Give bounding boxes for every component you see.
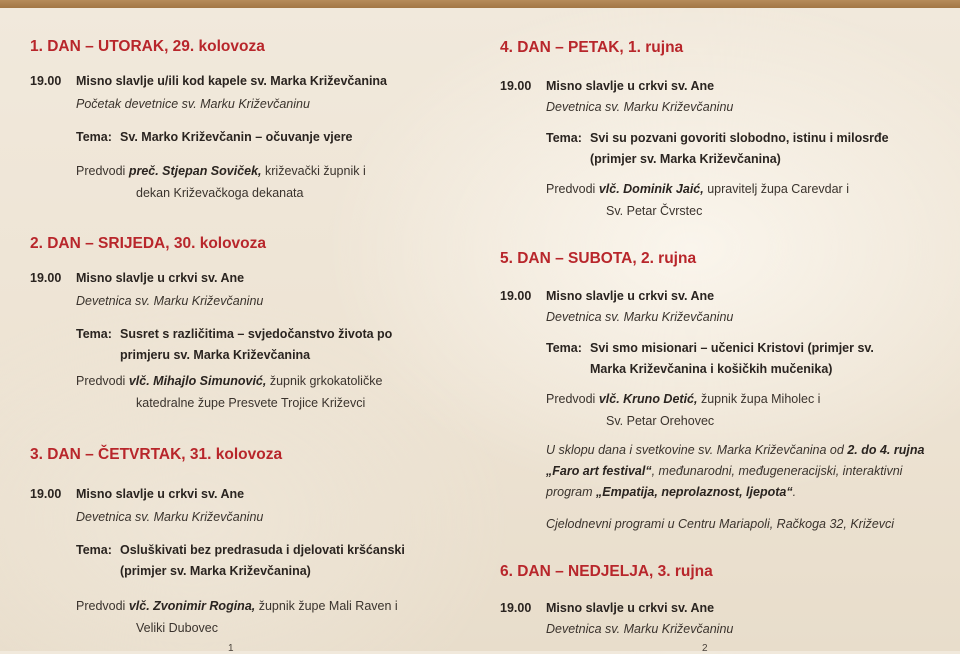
day-6-heading: 6. DAN – NEDJELJA, 3. rujna [500,563,713,580]
top-border-bar [0,0,960,8]
festival-program-title: „Empatija, neprolaznost, ljepota“ [596,485,793,499]
event-title: Misno slavlje u/ili kod kapele sv. Marka Križevčanina [76,74,388,88]
event-time: 19.00 [30,271,62,285]
day-2-tema [76,324,392,366]
day-2-heading: 2. DAN – SRIJEDA, 30. kolovoza [30,235,267,252]
presider-label: Predvodi [76,374,126,388]
festival-location: Cjelodnevni programi u Centru Mariapoli, Račkoga 32, Križevci [546,517,895,531]
tema-label: Tema: [76,130,112,144]
day-5-event [500,289,714,303]
presider-label: Predvodi [76,599,126,613]
presider-role: upravitelj župa Carevdar i [707,182,849,196]
festival-note [546,440,926,503]
tema-text-line2: primjeru sv. Marka Križevčanina [120,348,311,362]
tema-label: Tema: [76,543,112,557]
festival-note-end: . [792,485,797,499]
day-2-subtitle: Devetnica sv. Marku Križevčaninu [76,294,264,308]
event-title: Misno slavlje u crkvi sv. Ane [546,289,715,303]
day-5-presider [546,388,820,432]
day-4-subtitle: Devetnica sv. Marku Križevčaninu [546,100,734,114]
day-5-subtitle: Devetnica sv. Marku Križevčaninu [546,310,734,324]
tema-label: Tema: [546,131,582,145]
presider-role: križevački župnik i [265,164,366,178]
day-4-tema [546,128,889,170]
tema-text: Sv. Marko Križevčanin – očuvanje vjere [120,130,353,144]
presider-role-line2: katedralne župe Presvete Trojice Križevci [136,396,366,410]
day-3-presider [76,595,398,639]
day-1-event [30,74,387,88]
day-3-tema [76,540,405,582]
presider-role-line2: dekan Križevačkoga dekanata [136,186,304,200]
festival-note-intro: U sklopu dana i svetkovine sv. Marka Križevčanina od [546,443,844,457]
day-1-heading: 1. DAN – UTORAK, 29. kolovoza [30,38,265,55]
presider-role-line2: Sv. Petar Čvrstec [606,204,703,218]
festival-dates-name: 2. do 4. rujna „Faro art festival“ [546,443,925,478]
tema-text: Susret s različitima – svjedočanstvo života po [120,327,393,341]
presider-name: vlč. Mihajlo Simunović, [128,374,267,388]
tema-text: Osluškivati bez predrasuda i djelovati kršćanski [120,543,405,557]
day-5-tema [546,338,874,380]
festival-note-desc: , međunarodni, međugeneracijski, interaktivni program [546,464,903,499]
tema-text: Svi su pozvani govoriti slobodno, istinu i milosrđe [590,131,889,145]
event-time: 19.00 [500,79,532,93]
presider-name: vlč. Dominik Jaić, [598,182,704,196]
day-6-subtitle: Devetnica sv. Marku Križevčaninu [546,622,734,636]
day-1-tema [76,127,353,148]
day-6-event [500,601,714,615]
event-time: 19.00 [500,289,532,303]
tema-text-line2: Marka Križevčanina i košičkih mučenika) [590,362,833,376]
presider-name: vlč. Kruno Detić, [598,392,698,406]
tema-label: Tema: [546,341,582,355]
event-time: 19.00 [500,601,532,615]
page-number-left: 1 [228,643,234,654]
day-1-presider [76,160,366,204]
page-number-right: 2 [702,643,708,654]
day-1-subtitle: Početak devetnice sv. Marku Križevčaninu [76,97,310,111]
event-title: Misno slavlje u crkvi sv. Ane [76,487,245,501]
presider-label: Predvodi [76,164,126,178]
presider-label: Predvodi [546,392,596,406]
event-title: Misno slavlje u crkvi sv. Ane [76,271,245,285]
day-3-subtitle: Devetnica sv. Marku Križevčaninu [76,510,264,524]
presider-role: župnik grkokatoličke [269,374,383,388]
day-2-presider [76,370,382,414]
event-time: 19.00 [30,74,62,88]
event-time: 19.00 [30,487,62,501]
event-title: Misno slavlje u crkvi sv. Ane [546,79,715,93]
presider-role-line2: Veliki Dubovec [136,621,218,635]
tema-text-line2: (primjer sv. Marka Križevčanina) [590,152,781,166]
tema-label: Tema: [76,327,112,341]
tema-text-line2: (primjer sv. Marka Križevčanina) [120,564,311,578]
event-title: Misno slavlje u crkvi sv. Ane [546,601,715,615]
day-3-event [30,487,244,501]
day-4-heading: 4. DAN – PETAK, 1. rujna [500,39,684,56]
tema-text: Svi smo misionari – učenici Kristovi (primjer sv. [590,341,874,355]
presider-name: preč. Stjepan Soviček, [128,164,262,178]
day-2-event [30,271,244,285]
day-4-event [500,79,714,93]
day-5-heading: 5. DAN – SUBOTA, 2. rujna [500,250,697,267]
day-3-heading: 3. DAN – ČETVRTAK, 31. kolovoza [30,446,283,463]
day-4-presider [546,178,849,222]
presider-name: vlč. Zvonimir Rogina, [128,599,256,613]
presider-role: župnik župe Mali Raven i [258,599,398,613]
presider-role-line2: Sv. Petar Orehovec [606,414,715,428]
presider-label: Predvodi [546,182,596,196]
presider-role: župnik župa Miholec i [700,392,821,406]
